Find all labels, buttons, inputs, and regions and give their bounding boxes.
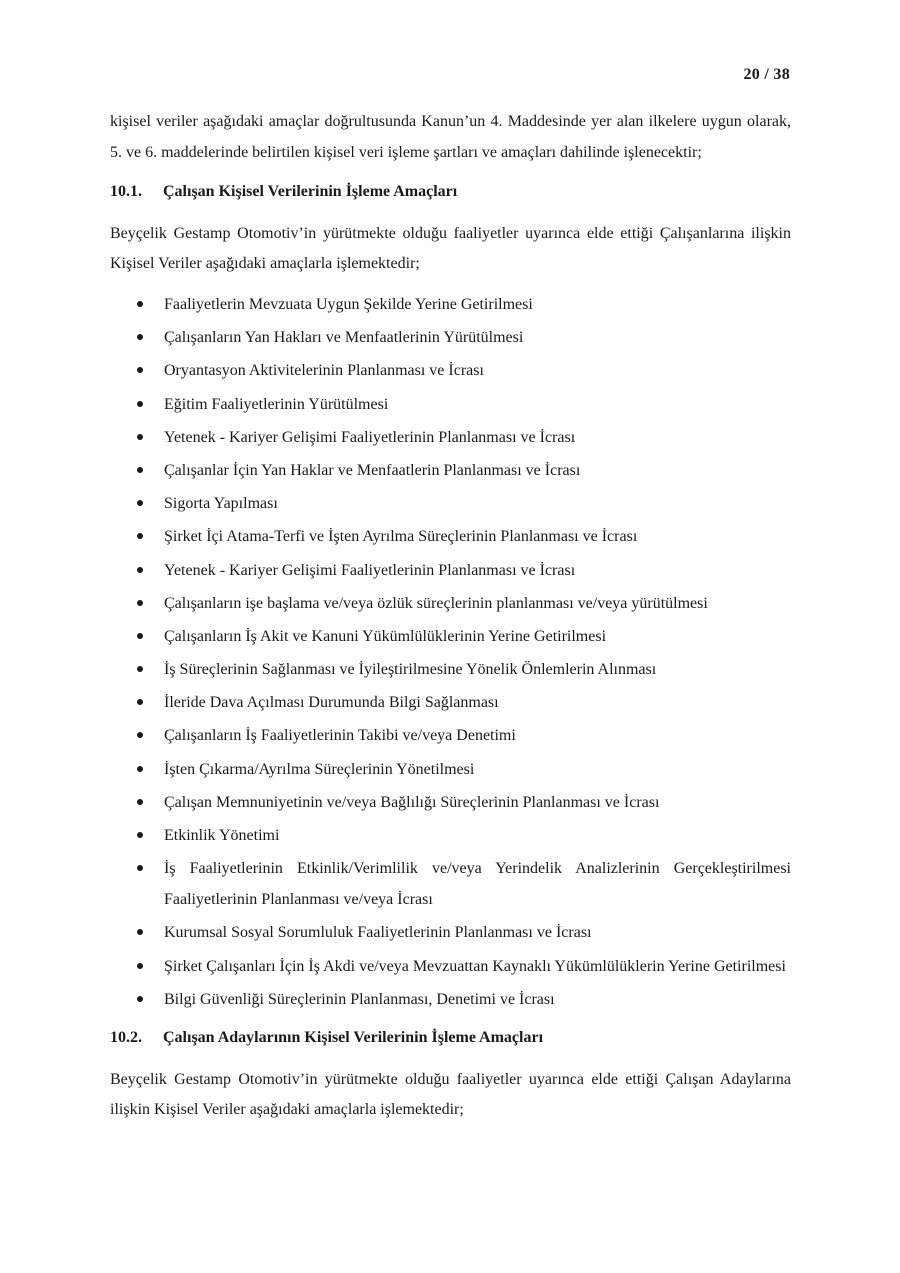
section-paragraph: Beyçelik Gestamp Otomotiv’in yürütmekte olduğu faaliyetler uyarınca elde ettiği Çalışanlarına ilişkin Kişisel Veriler aşağıdaki amaçlarla işlemektedir; [110, 225, 791, 272]
list-item [110, 621, 791, 652]
bullet-icon [137, 301, 143, 307]
bullet-icon [137, 963, 143, 969]
list-item-text: Eğitim Faaliyetlerinin Yürütülmesi [164, 395, 389, 413]
bullet-icon [137, 732, 143, 738]
list-item-text: Yetenek - Kariyer Gelişimi Faaliyetlerinin Planlanması ve İcrası [164, 561, 576, 579]
bullet-icon [137, 865, 143, 871]
bullet-icon [137, 533, 143, 539]
purpose-list [110, 289, 791, 1015]
bullet-icon [137, 401, 143, 407]
list-item [110, 654, 791, 685]
list-item-text: Etkinlik Yönetimi [164, 827, 280, 844]
list-item-text: Çalışan Memnuniyetinin ve/veya Bağlılığı Süreçlerinin Planlanması ve İcrası [164, 793, 660, 811]
list-item [110, 355, 791, 386]
bullet-icon [137, 467, 143, 473]
list-item [110, 951, 791, 982]
list-item [110, 787, 791, 818]
list-item-text: Çalışanların İş Faaliyetlerinin Takibi ve/veya Denetimi [164, 727, 516, 745]
section-number: 10.1. [110, 183, 142, 200]
section-title: Çalışan Kişisel Verilerinin İşleme Amaçları [163, 183, 458, 200]
list-item-text: Faaliyetlerin Mevzuata Uygun Şekilde Yerine Getirilmesi [164, 296, 533, 313]
section-heading-10-2 [110, 1027, 791, 1049]
bullet-icon [137, 996, 143, 1002]
list-item [110, 289, 791, 320]
list-item-text: Sigorta Yapılması [164, 495, 278, 513]
list-item-text: İş Süreçlerinin Sağlanması ve İyileştirilmesine Yönelik Önlemlerin Alınması [164, 661, 657, 679]
list-item [110, 720, 791, 751]
list-item [110, 820, 791, 851]
bullet-icon [137, 929, 143, 935]
list-item [110, 588, 791, 619]
bullet-icon [137, 633, 143, 639]
bullet-icon [137, 766, 143, 772]
list-item-text: Kurumsal Sosyal Sorumluluk Faaliyetlerinin Planlanması ve İcrası [164, 924, 592, 942]
list-item [110, 322, 791, 353]
section-number: 10.2. [110, 1028, 142, 1046]
list-item-text: Şirket İçi Atama-Terfi ve İşten Ayrılma Süreçlerinin Planlanması ve İcrası [164, 528, 638, 546]
bullet-icon [137, 699, 143, 705]
bullet-icon [137, 666, 143, 672]
list-item-text: Oryantasyon Aktivitelerinin Planlanması ve İcrası [164, 362, 484, 380]
list-item [110, 488, 791, 519]
list-item-text: İş Faaliyetlerinin Etkinlik/Verimlilik ve/veya Yerindelik Analizlerinin Gerçekleştirilmesi Faaliyetlerinin Planlanması ve/veya İcrası [164, 860, 791, 909]
list-item [110, 389, 791, 420]
bullet-icon [137, 334, 143, 340]
list-item-text: Şirket Çalışanları İçin İş Akdi ve/veya Mevzuattan Kaynaklı Yükümlülüklerin Yerine Getirilmesi [164, 957, 786, 975]
list-item-text: İleride Dava Açılması Durumunda Bilgi Sağlanması [164, 694, 499, 712]
list-item-text: Bilgi Güvenliği Süreçlerinin Planlanması, Denetimi ve İcrası [164, 990, 555, 1008]
bullet-icon [137, 832, 143, 838]
bullet-icon [137, 799, 143, 805]
bullet-icon [137, 367, 143, 373]
list-item [110, 917, 791, 948]
section-paragraph: Beyçelik Gestamp Otomotiv’in yürütmekte olduğu faaliyetler uyarınca elde ettiği Çalışan Adaylarına ilişkin Kişisel Veriler aşağıdaki amaçlarla işlemektedir; [110, 1070, 791, 1118]
list-item-text: Çalışanların İş Akit ve Kanuni Yükümlülüklerinin Yerine Getirilmesi [164, 627, 607, 645]
list-item [110, 422, 791, 453]
list-item [110, 754, 791, 785]
page-number: 20 / 38 [743, 66, 790, 83]
list-item [110, 853, 791, 915]
section-title: Çalışan Adaylarının Kişisel Verilerinin İşleme Amaçları [163, 1028, 544, 1046]
list-item [110, 687, 791, 718]
intro-paragraph: kişisel veriler aşağıdaki amaçlar doğrultusunda Kanun’un 4. Maddesinde yer alan ilkelere uygun olarak, 5. ve 6. maddelerinde belirtilen kişisel veri işleme şartları ve amaçları dahilinde işlenecektir; [110, 113, 791, 161]
list-item-text: Çalışanlar İçin Yan Haklar ve Menfaatlerin Planlanması ve İcrası [164, 461, 581, 479]
bullet-icon [137, 567, 143, 573]
bullet-icon [137, 500, 143, 506]
bullet-icon [137, 600, 143, 606]
section-heading-10-1 [110, 181, 791, 203]
list-item-text: Çalışanların işe başlama ve/veya özlük süreçlerinin planlanması ve/veya yürütülmesi [164, 594, 708, 612]
list-item [110, 455, 791, 486]
list-item [110, 555, 791, 586]
list-item-text: Çalışanların Yan Hakları ve Menfaatlerinin Yürütülmesi [164, 329, 524, 347]
list-item-text: Yetenek - Kariyer Gelişimi Faaliyetlerinin Planlanması ve İcrası [164, 428, 576, 446]
list-item [110, 984, 791, 1015]
page-content [110, 106, 791, 1125]
bullet-icon [137, 434, 143, 440]
list-item [110, 521, 791, 552]
list-item-text: İşten Çıkarma/Ayrılma Süreçlerinin Yönetilmesi [164, 760, 475, 778]
